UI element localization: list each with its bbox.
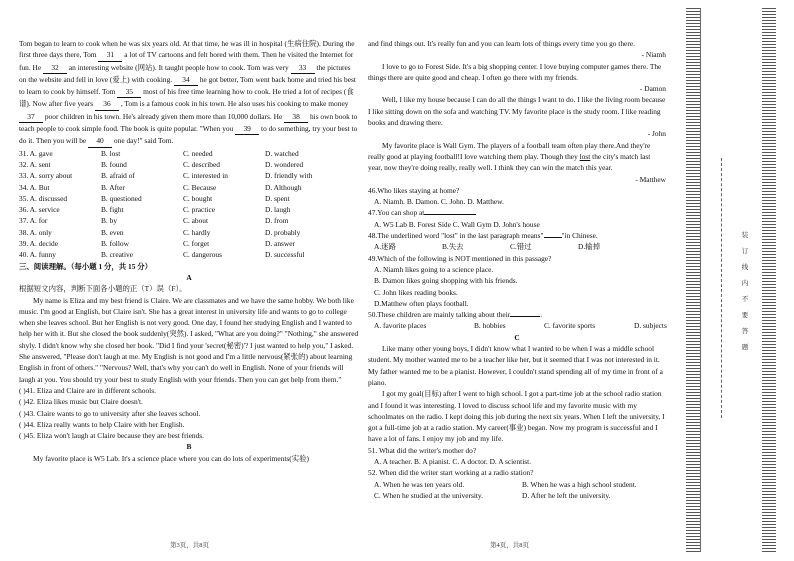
- passage-b-start: My favorite place is W5 Lab. It's a science place where you can do lots of experiments(实验): [33, 453, 309, 463]
- option-row-38: 38. A. only B. even C. hardly D. probably: [19, 227, 301, 237]
- answer-paren[interactable]: ( ): [19, 385, 26, 395]
- underlined-word-lost: lost: [579, 151, 591, 161]
- signature-matthew: - Matthew: [635, 174, 666, 184]
- cloze-passage: Tom began to learn to cook when he was six years old. At that time, he was ill in hospital (生病住院). During the first three days there, Tom 31 a lot of TV cartoons and felt bored with them. Then he visited the Internet for fun. He 32 an interesting website (网站). It taught people how to cook. Tom was very 33 the pictures on the website and fell in love (爱上) with cooking. 34 he got better, Tom went back home and tried his best to learn to cook by himself. Tom 35 most of his free time learning how to cook. He tried a lot of recipes (食谱). Now after five years 36 , Tom is a famous cook in his town. He also uses his cooking to make money 37 poor children in his town. He's already given them more than 10,000 dollars. He 38 his own book to teach people to cook simple food. The book is quite popular. "When you 39 to do something, try your best to do it. Then you will be 40 one day!" said Tom.: [19, 38, 359, 148]
- question-51: 51. What did the writer's mother do?: [368, 445, 477, 455]
- question-46: 46.Who likes staying at home?: [368, 185, 460, 195]
- blank-36[interactable]: 36: [95, 98, 119, 110]
- answer-blank-48[interactable]: [544, 237, 562, 238]
- blank-38[interactable]: 38: [284, 111, 308, 123]
- page-number-left: 第3页，共8页: [170, 542, 209, 549]
- passage-b-matthew: My favorite place is Wall Gym. The players of a football team often play there.And they're really good at playing football!I love watching them play. Though they lost the city's match last year, now they're doing really, really well. I think they can win the match this year.: [368, 140, 651, 173]
- hatch-left: [686, 8, 700, 552]
- tf-question-41: ( )41. Eliza and Claire are in different schools.: [19, 385, 156, 395]
- question-47: 47.You can shop at: [368, 207, 666, 218]
- tf-question-45: ( )45. Eliza won't laugh at Claire because they are best friends.: [19, 431, 205, 441]
- signature-john: - John: [647, 129, 666, 139]
- blank-39[interactable]: 39: [235, 123, 259, 135]
- signature-damon: - Damon: [639, 84, 666, 94]
- part-c-heading: C: [514, 332, 520, 342]
- passage-b-cont: and find things out. It's really fun and you can learn lots of things every time you go there.: [368, 39, 635, 48]
- tf-question-43: ( )43. Claire wants to go to university after she leaves school.: [19, 408, 201, 418]
- page-number-right: 第4页，共8页: [490, 542, 529, 549]
- question-48: 48.The underlined word "lost" in the last paragraph means" "in Chinese.: [368, 231, 598, 241]
- part-b-heading: B: [186, 442, 192, 452]
- signature-niamh: - Niamh: [641, 50, 666, 60]
- blank-35[interactable]: 35: [117, 86, 141, 98]
- blank-34[interactable]: 34: [174, 74, 198, 86]
- answer-blank-50[interactable]: [510, 316, 540, 317]
- right-column: [368, 38, 666, 501]
- option-row-37: 37. A. for B. by C. about D. from: [19, 216, 289, 226]
- answer-paren[interactable]: ( ): [19, 408, 26, 418]
- option-row-35: 35. A. discussed B. questioned C. bought D. spent: [19, 193, 290, 203]
- passage-c-paragraph-1: Like many other young boys, I didn't know what I wanted to be when I was a middle school student. My mother wanted me to be a teacher like her, but it seemed that I was not interested in it. My father wanted me to be a pianist. However, I couldn't stand spending all of my time in front of a piano.: [368, 344, 663, 387]
- cloze-options: [19, 148, 359, 261]
- option-row-31: 31. A. gave B. lost C. needed D. watched: [19, 148, 299, 158]
- option-row-36: 36. A. service B. fight C. practice D. laugh: [19, 205, 291, 215]
- part-a-heading: A: [186, 272, 192, 282]
- passage-b-john: Well, I like my house because I can do all the things I want to do. I like the living room because I like sitting down on the sofa and watching TV. My favorite place is the study room. I like reading books and drawing there.: [368, 95, 666, 128]
- passage-c-paragraph-2: I got my goal(目标) after I went to high school. I got a part-time job at the school radio station and I found it was interesting. I loved to discuss school life and my favorite music with my schoolmates on the radio. I kept doing this job during the next six years. When I left the university, I got a full-time job at a radio station. My career(事业) began. Now my program is successful and I have a lot of fans. I enjoy my job and my life.: [368, 389, 665, 444]
- answer-paren[interactable]: ( ): [19, 431, 26, 441]
- section-heading: 三、阅读理解。（每小题 1 分，共 15 分）: [19, 261, 153, 271]
- answer-paren[interactable]: ( ): [19, 419, 26, 429]
- answer-blank-47[interactable]: [424, 214, 476, 215]
- question-50-options: A. favorite places B. hobbies C. favorite sports D. subjects: [374, 321, 667, 331]
- question-46-options[interactable]: A. Niamh. B. Damon. C. John. D. Matthew.: [374, 197, 504, 207]
- question-51-options[interactable]: A. A teacher. B. A pianist. C. A doctor. D. A scientist.: [374, 456, 532, 466]
- answer-paren[interactable]: ( ): [19, 397, 26, 407]
- question-49: 49.Which of the following is NOT mentioned in this passage?: [368, 253, 552, 263]
- cut-line: [721, 158, 722, 418]
- blank-31[interactable]: 31: [98, 49, 122, 61]
- left-column: [19, 38, 359, 464]
- hatch-right: [762, 8, 776, 552]
- tf-question-42: ( )42. Eliza likes music but Claire doesn't.: [19, 397, 143, 407]
- option-row-33: 33. A. sorry about B. afraid of C. interested in D. friendly with: [19, 171, 313, 181]
- question-47-options[interactable]: A. W5 Lab B. Forest Side C. Wall Gym D. John's house: [374, 219, 540, 229]
- passage-b-damon: I love to go to Forest Side. It's a big shopping center. I love buying computer games there. The things there are quite good and cheap. I often go there with my friends.: [368, 61, 662, 82]
- question-52: 52. When did the writer start working at a radio station?: [368, 468, 534, 478]
- question-50: 50.These children are mainly talking about their .: [368, 310, 543, 320]
- question-52-options: A. When he was ten years old. B. When he was a high school student. C. When he studied at the university. D. After he left the university.: [374, 479, 637, 500]
- tf-question-44: ( )44. Eliza really wants to help Claire with her English.: [19, 419, 185, 429]
- binding-area: [700, 8, 764, 552]
- binding-warning: 装 订 线 内 不 要 答 题: [741, 232, 749, 351]
- option-row-40: 40. A. funny B. creative C. dangerous D. successful: [19, 250, 305, 260]
- true-false-questions: [19, 385, 359, 441]
- option-row-32: 32. A. sent B. found C. described D. wondered: [19, 159, 304, 169]
- question-49-options: A. Niamh likes going to a science place. B. Damon likes going shopping with his friends. C. John likes reading books. D.Matthew often plays football.: [374, 264, 518, 308]
- option-row-39: 39. A. decide B. follow C. forget D. answer: [19, 239, 295, 249]
- question-48-options: A.迷路 B.失去 C.错过 D.输掉: [374, 242, 600, 252]
- binding-strip: [686, 8, 776, 552]
- blank-33[interactable]: 33: [291, 62, 315, 74]
- instruction: 根据短文内容，判断下面各小题的正（T）误（F）。: [19, 284, 187, 294]
- blank-32[interactable]: 32: [43, 62, 67, 74]
- passage-a: My name is Eliza and my best friend is Claire. We are classmates and we have the same hobby. We both like music. I'm good at English, but Claire isn't. She has a great interest in university life and wants to go to college when she leaves school. But her English is not very good. One day, I found her studying English and I wanted to help her with it. But she closed the book suddenly(突然). I asked, "What are you doing?" "Nothing," she answered shyly. I didn't know why she closed her book. "Did I find your 'secret(秘密)'? I just wanted to help you," I asked. She answered, "Please don't laugh at me. My English is not good and I'm a little nervous(紧张的) about learning English in front of others." "Nervous? Well, that's why you can't do well in English. None of your friends will laugh at you. You should try your best to study English with your friends. Then you can get help from them.": [19, 295, 359, 384]
- blank-40[interactable]: 40: [88, 135, 112, 147]
- option-row-34: 34. A. But B. After C. Because D. Although: [19, 182, 302, 192]
- blank-37[interactable]: 37: [19, 111, 43, 123]
